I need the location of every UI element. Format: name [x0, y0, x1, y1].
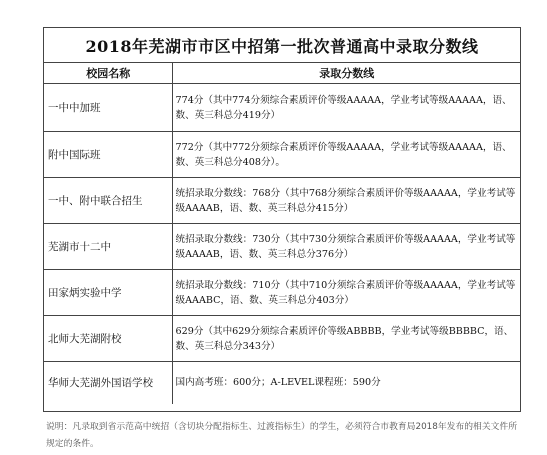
header-school: 校园名称	[44, 63, 172, 84]
school-name: 一中中加班	[44, 84, 172, 132]
school-name: 一中、附中联合招生	[44, 178, 172, 224]
table-row	[44, 84, 520, 132]
school-name: 华师大芜湖外国语学校	[44, 362, 172, 404]
table-row	[44, 362, 520, 404]
score-cell: 774分（其中774分须综合素质评价等级AAAAA，学业考试等级AAAAA，语、数、英三科总分419分）	[172, 84, 520, 132]
admission-table-frame	[43, 27, 521, 412]
score-table	[44, 63, 520, 404]
header-row	[44, 63, 520, 84]
table-row	[44, 270, 520, 316]
footnote: 说明：凡录取到省示范高中统招（含切块分配指标生、过渡指标生）的学生，必须符合市教育局2018年发布的相关文件所规定的条件。	[46, 422, 518, 449]
score-cell: 国内高考班：600分；A-LEVEL课程班：590分	[172, 362, 520, 404]
school-name: 芜湖市十二中	[44, 224, 172, 270]
score-cell: 统招录取分数线：768分（其中768分须综合素质评价等级AAAAA，学业考试等级AAAAB，语、数、英三科总分415分）	[172, 178, 520, 224]
table-row	[44, 316, 520, 362]
score-cell: 772分（其中772分须综合素质评价等级AAAAA，学业考试等级AAAAA，语、数、英三科总分408分）。	[172, 132, 520, 178]
table-row	[44, 132, 520, 178]
table-title: 2018年芜湖市市区中招第一批次普通高中录取分数线	[44, 28, 520, 63]
table-row	[44, 224, 520, 270]
school-name: 田家炳实验中学	[44, 270, 172, 316]
score-cell: 629分（其中629分须综合素质评价等级ABBBB，学业考试等级BBBBC，语、数、英三科总分343分）	[172, 316, 520, 362]
header-score: 录取分数线	[172, 63, 520, 84]
table-row	[44, 178, 520, 224]
score-cell: 统招录取分数线：710分（其中710分须综合素质评价等级AAAAA，学业考试等级AAABC，语、数、英三科总分403分）	[172, 270, 520, 316]
school-name: 附中国际班	[44, 132, 172, 178]
score-cell: 统招录取分数线：730分（其中730分须综合素质评价等级AAAAA，学业考试等级AAAAB，语、数、英三科总分376分）	[172, 224, 520, 270]
school-name: 北师大芜湖附校	[44, 316, 172, 362]
